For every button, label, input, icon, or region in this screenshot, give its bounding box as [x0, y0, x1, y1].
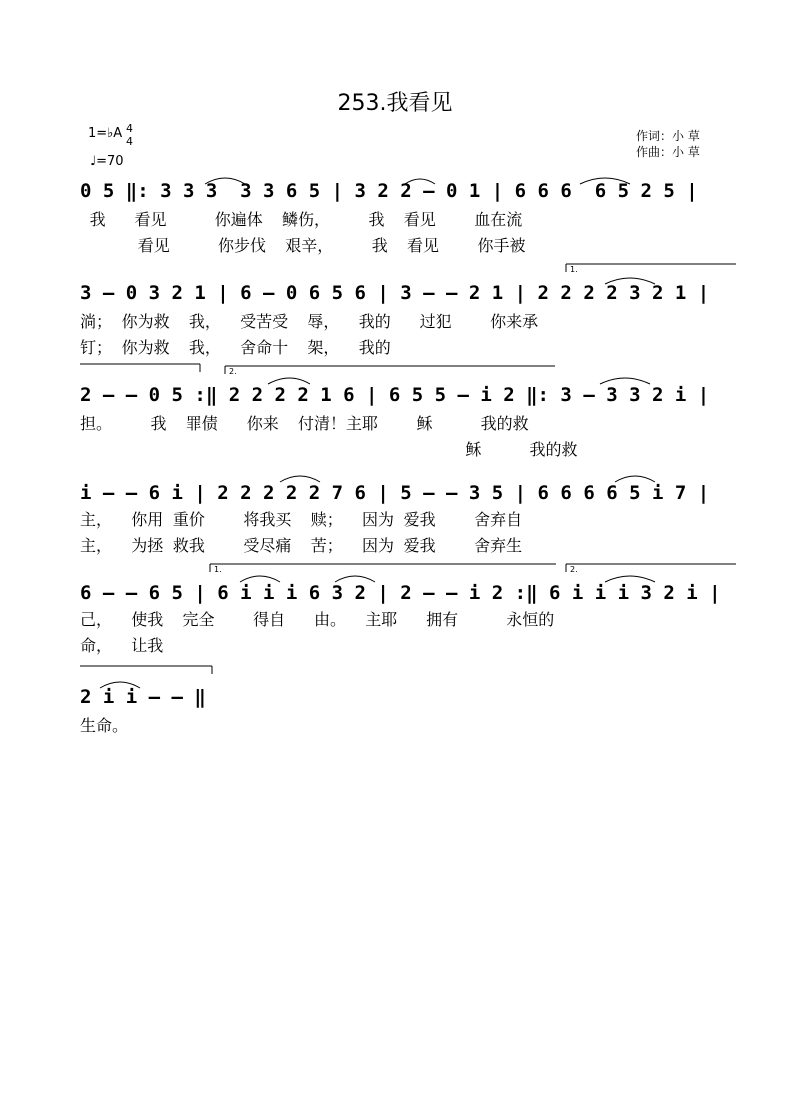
volta-bracket-2 — [225, 366, 555, 376]
slur — [268, 378, 310, 384]
slur — [615, 476, 655, 482]
slur — [100, 682, 140, 688]
slur — [605, 576, 655, 582]
volta-label-2: 2. — [229, 367, 237, 376]
volta-label-1: 1. — [570, 265, 578, 274]
notes-line-1: 0 5 ‖: 3 3 3 3 3 6 5 | 3 2 2 – 0 1 | 6 6 6 6 5 2 5 | — [80, 180, 698, 202]
lyrics-line-2-verse-2: 钉； 你为救 我， 舍命十 架， 我的 — [80, 338, 391, 357]
lyrics-line-5-verse-1: 己， 使我 完全 得自 由。 主耶 拥有 永恒的 — [80, 610, 555, 629]
lyrics-line-3-verse-2: 稣 我的救 — [80, 440, 578, 459]
slur — [240, 576, 280, 582]
page-title: 253.我看见 — [337, 91, 453, 116]
lyrics-line-2-verse-1: 淌； 你为救 我， 受苦受 辱， 我的 过犯 你来承 — [80, 312, 539, 331]
lyrics-line-6-verse-1: 生命。 — [80, 716, 129, 735]
lyrics-line-1-verse-1: 我 看见 你遍体 鳞伤， 我 看见 血在流 — [80, 210, 523, 229]
key-signature: 1=♭A — [88, 126, 123, 141]
notes-line-4: i – – 6 i | 2 2 2 2 2 7 6 | 5 – – 3 5 | 6 6 6 6 5 i 7 | — [80, 482, 710, 504]
lyrics-line-4-verse-1: 主， 你用 重价 将我买 赎； 因为 爱我 舍弃自 — [80, 510, 523, 529]
slur — [205, 178, 245, 184]
volta-label-3: 1. — [214, 565, 222, 574]
lyricist-credit: 作词：小 草 — [636, 129, 700, 143]
slur — [580, 178, 630, 184]
slur — [335, 576, 375, 582]
volta-bracket-3 — [210, 564, 556, 574]
lyrics-line-3-verse-1: 担。 我 罪债 你来 付清！主耶 稣 我的救 — [80, 414, 529, 433]
slur — [605, 278, 655, 284]
volta-bracket-1 — [566, 264, 736, 274]
tempo-marking: ♩=70 — [90, 154, 124, 169]
time-signature-bottom: 4 — [126, 135, 133, 148]
notes-line-2: 3 – 0 3 2 1 | 6 – 0 6 5 6 | 3 – – 2 1 | 2 2 2 2 3 2 1 | — [80, 282, 710, 304]
notes-line-5: 6 – – 6 5 | 6 i i i 6 3 2 | 2 – – i 2 :‖ 6 i i i 3 2 i | — [80, 582, 721, 604]
lyrics-line-5-verse-2: 命， 让我 — [80, 636, 164, 655]
slur — [405, 179, 435, 184]
slur — [600, 378, 650, 384]
notes-line-6: 2 i i – – ‖ — [80, 686, 206, 708]
composer-credit: 作曲：小 草 — [636, 145, 700, 159]
lyrics-line-4-verse-2: 主， 为拯 救我 受尽痛 苦； 因为 爱我 舍弃生 — [80, 536, 523, 555]
volta-bracket-4 — [566, 564, 736, 574]
slur — [280, 476, 320, 482]
notes-line-3: 2 – – 0 5 :‖ 2 2 2 2 1 6 | 6 5 5 – i 2 ‖: 3 – 3 3 2 i | — [80, 384, 710, 406]
lyrics-line-1-verse-2: 看见 你步伐 艰辛， 我 看见 你手被 — [80, 236, 526, 255]
volta-label-4: 2. — [570, 565, 578, 574]
time-signature-top: 4 — [126, 122, 133, 135]
